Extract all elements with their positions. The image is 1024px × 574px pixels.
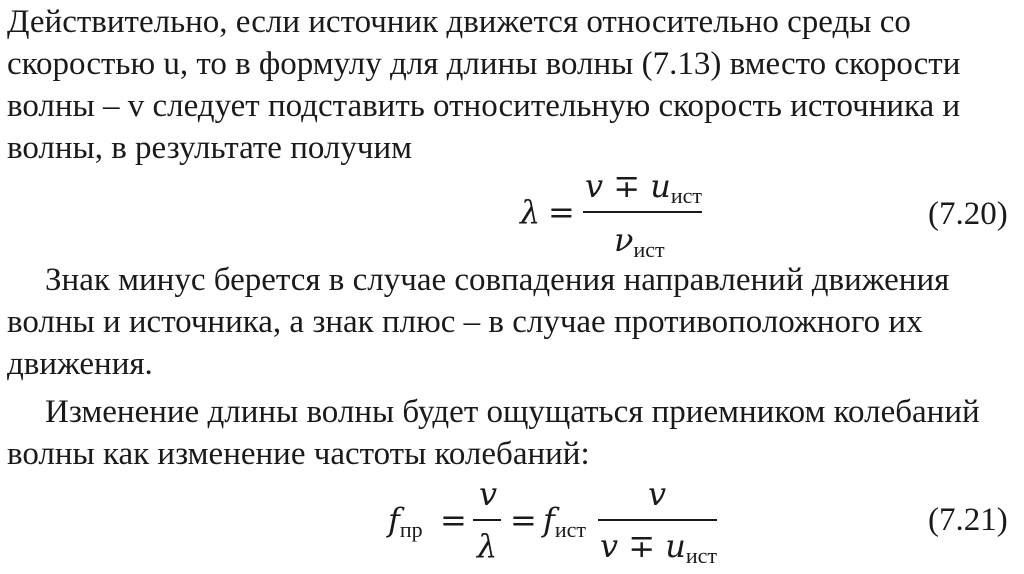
equation-number-7-20: (7.20)	[928, 196, 1008, 232]
f-receiver-subscript: пр	[399, 517, 423, 542]
paragraph-3-line-1: Изменение длины волны будет ощущаться приемником колебаний	[45, 394, 980, 430]
paragraph-3-line-2: волны как изменение частоты колебаний:	[7, 436, 590, 472]
numerator-v: v	[585, 167, 604, 205]
fraction-1-denominator: λ	[477, 527, 498, 565]
fraction-1-numerator: v	[479, 475, 498, 513]
formula-f-source	[543, 502, 586, 542]
paragraph-1-line-3: волны – v следует подставить относительную скорость источника и	[7, 88, 961, 124]
formula-equals-1: =	[440, 501, 467, 539]
formula-lambda: λ	[520, 193, 541, 231]
denominator-nu: ν	[614, 221, 634, 259]
fraction-2-denominator	[600, 528, 717, 568]
denominator-subscript: ист	[633, 237, 665, 262]
formula-denominator	[614, 222, 665, 262]
numerator-u-subscript: ист	[670, 183, 702, 208]
paragraph-2-line-3: движения.	[7, 346, 153, 382]
paragraph-2-line-1: Знак минус берется в случае совпадения направлений движения	[45, 262, 950, 298]
f-source-subscript: ист	[554, 517, 586, 542]
formula-equals: =	[548, 193, 575, 231]
denominator-u-subscript: ист	[685, 543, 717, 568]
paragraph-1-line-1: Действительно, если источник движется относительно среды со	[7, 4, 911, 40]
numerator-minus-plus: ∓	[613, 167, 641, 205]
paragraph-1-line-2: скоростью u, то в формулу для длины волны (7.13) вместо скорости	[7, 46, 961, 82]
paragraph-2-line-2: волны и источника, а знак плюс – в случае противоположного их	[7, 304, 923, 340]
fraction-bar-2	[473, 519, 501, 521]
equation-number-7-21: (7.21)	[928, 502, 1008, 538]
formula-numerator	[585, 168, 702, 208]
formula-f-receiver	[388, 502, 423, 542]
denominator-minus-plus: ∓	[628, 527, 656, 565]
f-source: f	[543, 501, 555, 539]
f-receiver: f	[388, 501, 400, 539]
fraction-bar-3	[598, 519, 717, 521]
fraction-bar-1	[583, 211, 702, 213]
fraction-2-numerator: v	[648, 475, 667, 513]
denominator-v: v	[600, 527, 619, 565]
formula-equals-2: =	[510, 501, 537, 539]
denominator-u: u	[665, 527, 686, 565]
paragraph-1-line-4: волны, в результате получим	[7, 130, 413, 166]
numerator-u: u	[650, 167, 671, 205]
